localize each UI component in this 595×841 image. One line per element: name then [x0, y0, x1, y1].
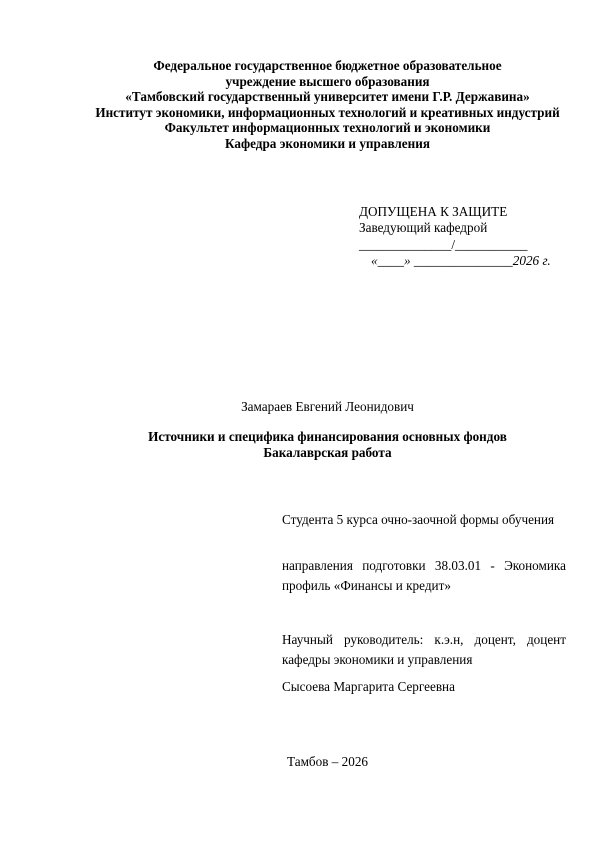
work-title: Источники и специфика финансирования основных фондов — [148, 429, 507, 444]
supervisor-position: Научный руководитель: к.э.н, доцент, доцент кафедры экономики и управления — [282, 632, 566, 667]
institution-header — [95, 58, 560, 152]
approval-block — [359, 204, 574, 270]
header-line-university: «Тамбовский государственный университет имени Г.Р. Державина» — [125, 89, 530, 105]
author-name: Замараев Евгений Леонидович — [241, 399, 414, 414]
header-line-faculty: Факультет информационных технологий и экономики — [164, 120, 491, 136]
header-line-institute: Институт экономики, информационных технологий и креативных индустрий — [95, 104, 560, 120]
header-line-ministry: Федеральное государственное бюджетное образовательное — [153, 58, 502, 73]
signature-line: ______________/___________ — [359, 236, 528, 252]
header-line-education-level: учреждение высшего образования — [225, 73, 430, 89]
student-direction: направления подготовки 38.03.01 - Экономика профиль «Финансы и кредит» — [282, 558, 566, 593]
supervisor-name: Сысоева Маргарита Сергеевна — [282, 679, 455, 694]
student-course: Студента 5 курса очно-заочной формы обучения — [282, 512, 555, 527]
header-line-department: Кафедра экономики и управления — [225, 135, 430, 151]
approval-date-line: «____» _______________2026 г. — [371, 253, 551, 269]
approval-status: ДОПУЩЕНА К ЗАЩИТЕ — [359, 204, 508, 219]
city-year: Тамбов – 2026 — [286, 754, 369, 769]
work-title-block — [95, 429, 560, 460]
work-type: Бакалаврская работа — [263, 444, 392, 460]
approval-role: Заведующий кафедрой — [359, 220, 488, 236]
